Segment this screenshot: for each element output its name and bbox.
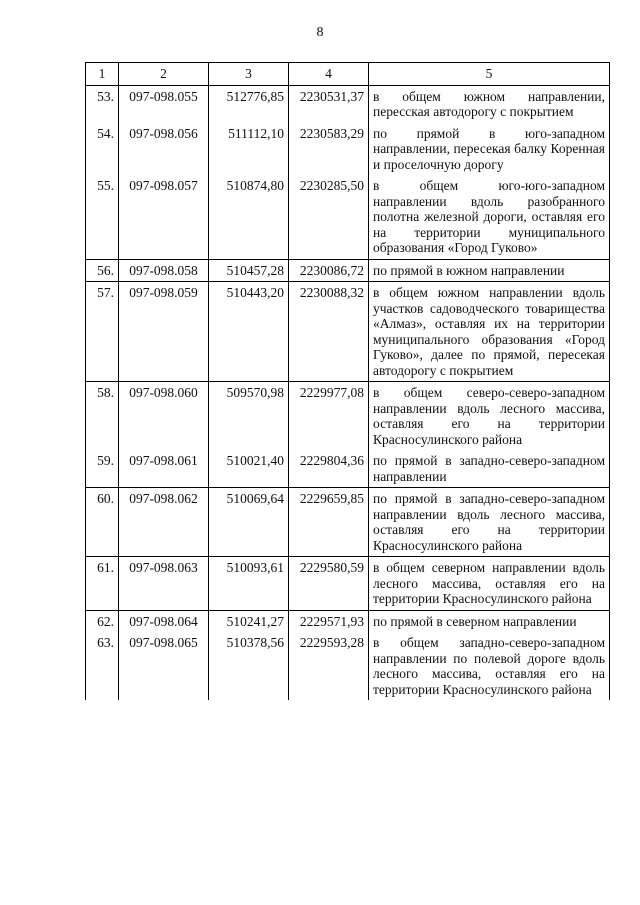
route-description: по прямой в западно-северо-западном направлении <box>369 450 610 488</box>
header-col-3: 3 <box>209 63 289 86</box>
table-row <box>86 557 610 611</box>
coord-x: 510021,40 <box>209 450 289 488</box>
point-code: 097-098.056 <box>119 123 209 176</box>
point-code: 097-098.059 <box>119 282 209 382</box>
point-code: 097-098.060 <box>119 382 209 451</box>
route-description: в общем западно-северо-западном направлении по полевой дороге вдоль лесного массива, оставляя его на территории Красносулинского района <box>369 632 610 700</box>
coord-x: 510457,28 <box>209 259 289 282</box>
coord-x: 510093,61 <box>209 557 289 611</box>
point-code: 097-098.055 <box>119 85 209 123</box>
coord-y: 2229804,36 <box>289 450 369 488</box>
row-number: 54. <box>86 123 119 176</box>
row-number: 56. <box>86 259 119 282</box>
row-number: 58. <box>86 382 119 451</box>
coord-y: 2230088,32 <box>289 282 369 382</box>
page-number: 8 <box>316 25 324 40</box>
route-description: в общем юго-юго-западном направлении вдоль разобранного полотна железной дороги, оставляя его на территории муниципального образования «Город Гуково» <box>369 175 610 259</box>
row-number: 62. <box>86 610 119 632</box>
table-row <box>86 610 610 632</box>
route-description: в общем южном направлении вдоль участков садоводческого товарищества «Алмаз», оставляя их на территории муниципального образования «Город Гуково», далее по прямой, пересекая автодорогу с покрытием <box>369 282 610 382</box>
header-col-4: 4 <box>289 63 369 86</box>
coord-x: 511112,10 <box>209 123 289 176</box>
point-code: 097-098.061 <box>119 450 209 488</box>
table-row <box>86 632 610 700</box>
row-number: 59. <box>86 450 119 488</box>
row-number: 57. <box>86 282 119 382</box>
table-row <box>86 259 610 282</box>
table-row <box>86 382 610 451</box>
header-col-5: 5 <box>369 63 610 86</box>
route-description: по прямой в южном направлении <box>369 259 610 282</box>
point-code: 097-098.065 <box>119 632 209 700</box>
row-number: 60. <box>86 488 119 557</box>
table-header-row <box>86 63 610 86</box>
route-description: по прямой в северном направлении <box>369 610 610 632</box>
coord-x: 510443,20 <box>209 282 289 382</box>
route-description: в общем северном направлении вдоль лесного массива, оставляя его на территории Красносулинского района <box>369 557 610 611</box>
row-number: 61. <box>86 557 119 611</box>
coord-y: 2229580,59 <box>289 557 369 611</box>
coord-y: 2229659,85 <box>289 488 369 557</box>
coord-y: 2230285,50 <box>289 175 369 259</box>
coord-x: 512776,85 <box>209 85 289 123</box>
table-row <box>86 123 610 176</box>
coord-y: 2230583,29 <box>289 123 369 176</box>
point-code: 097-098.062 <box>119 488 209 557</box>
coord-y: 2230086,72 <box>289 259 369 282</box>
point-code: 097-098.057 <box>119 175 209 259</box>
route-description: по прямой в юго-западном направлении, пересекая балку Коренная и проселочную дорогу <box>369 123 610 176</box>
table-row <box>86 282 610 382</box>
route-description: по прямой в западно-северо-западном направлении вдоль лесного массива, оставляя его на территории Красносулинского района <box>369 488 610 557</box>
coord-x: 510378,56 <box>209 632 289 700</box>
coord-x: 510069,64 <box>209 488 289 557</box>
row-number: 53. <box>86 85 119 123</box>
point-code: 097-098.058 <box>119 259 209 282</box>
table-row <box>86 488 610 557</box>
table-row <box>86 85 610 123</box>
boundary-points-table <box>85 62 610 700</box>
header-col-1: 1 <box>86 63 119 86</box>
point-code: 097-098.064 <box>119 610 209 632</box>
coord-y: 2229571,93 <box>289 610 369 632</box>
table-row <box>86 175 610 259</box>
route-description: в общем южном направлении, пересская автодорогу с покрытием <box>369 85 610 123</box>
coord-x: 510874,80 <box>209 175 289 259</box>
route-description: в общем северо-северо-западном направлении вдоль лесного массива, оставляя его на территории Красносулинского района <box>369 382 610 451</box>
coord-y: 2229593,28 <box>289 632 369 700</box>
row-number: 63. <box>86 632 119 700</box>
row-number: 55. <box>86 175 119 259</box>
coord-y: 2229977,08 <box>289 382 369 451</box>
coord-x: 509570,98 <box>209 382 289 451</box>
point-code: 097-098.063 <box>119 557 209 611</box>
coord-x: 510241,27 <box>209 610 289 632</box>
coord-y: 2230531,37 <box>289 85 369 123</box>
header-col-2: 2 <box>119 63 209 86</box>
table-row <box>86 450 610 488</box>
